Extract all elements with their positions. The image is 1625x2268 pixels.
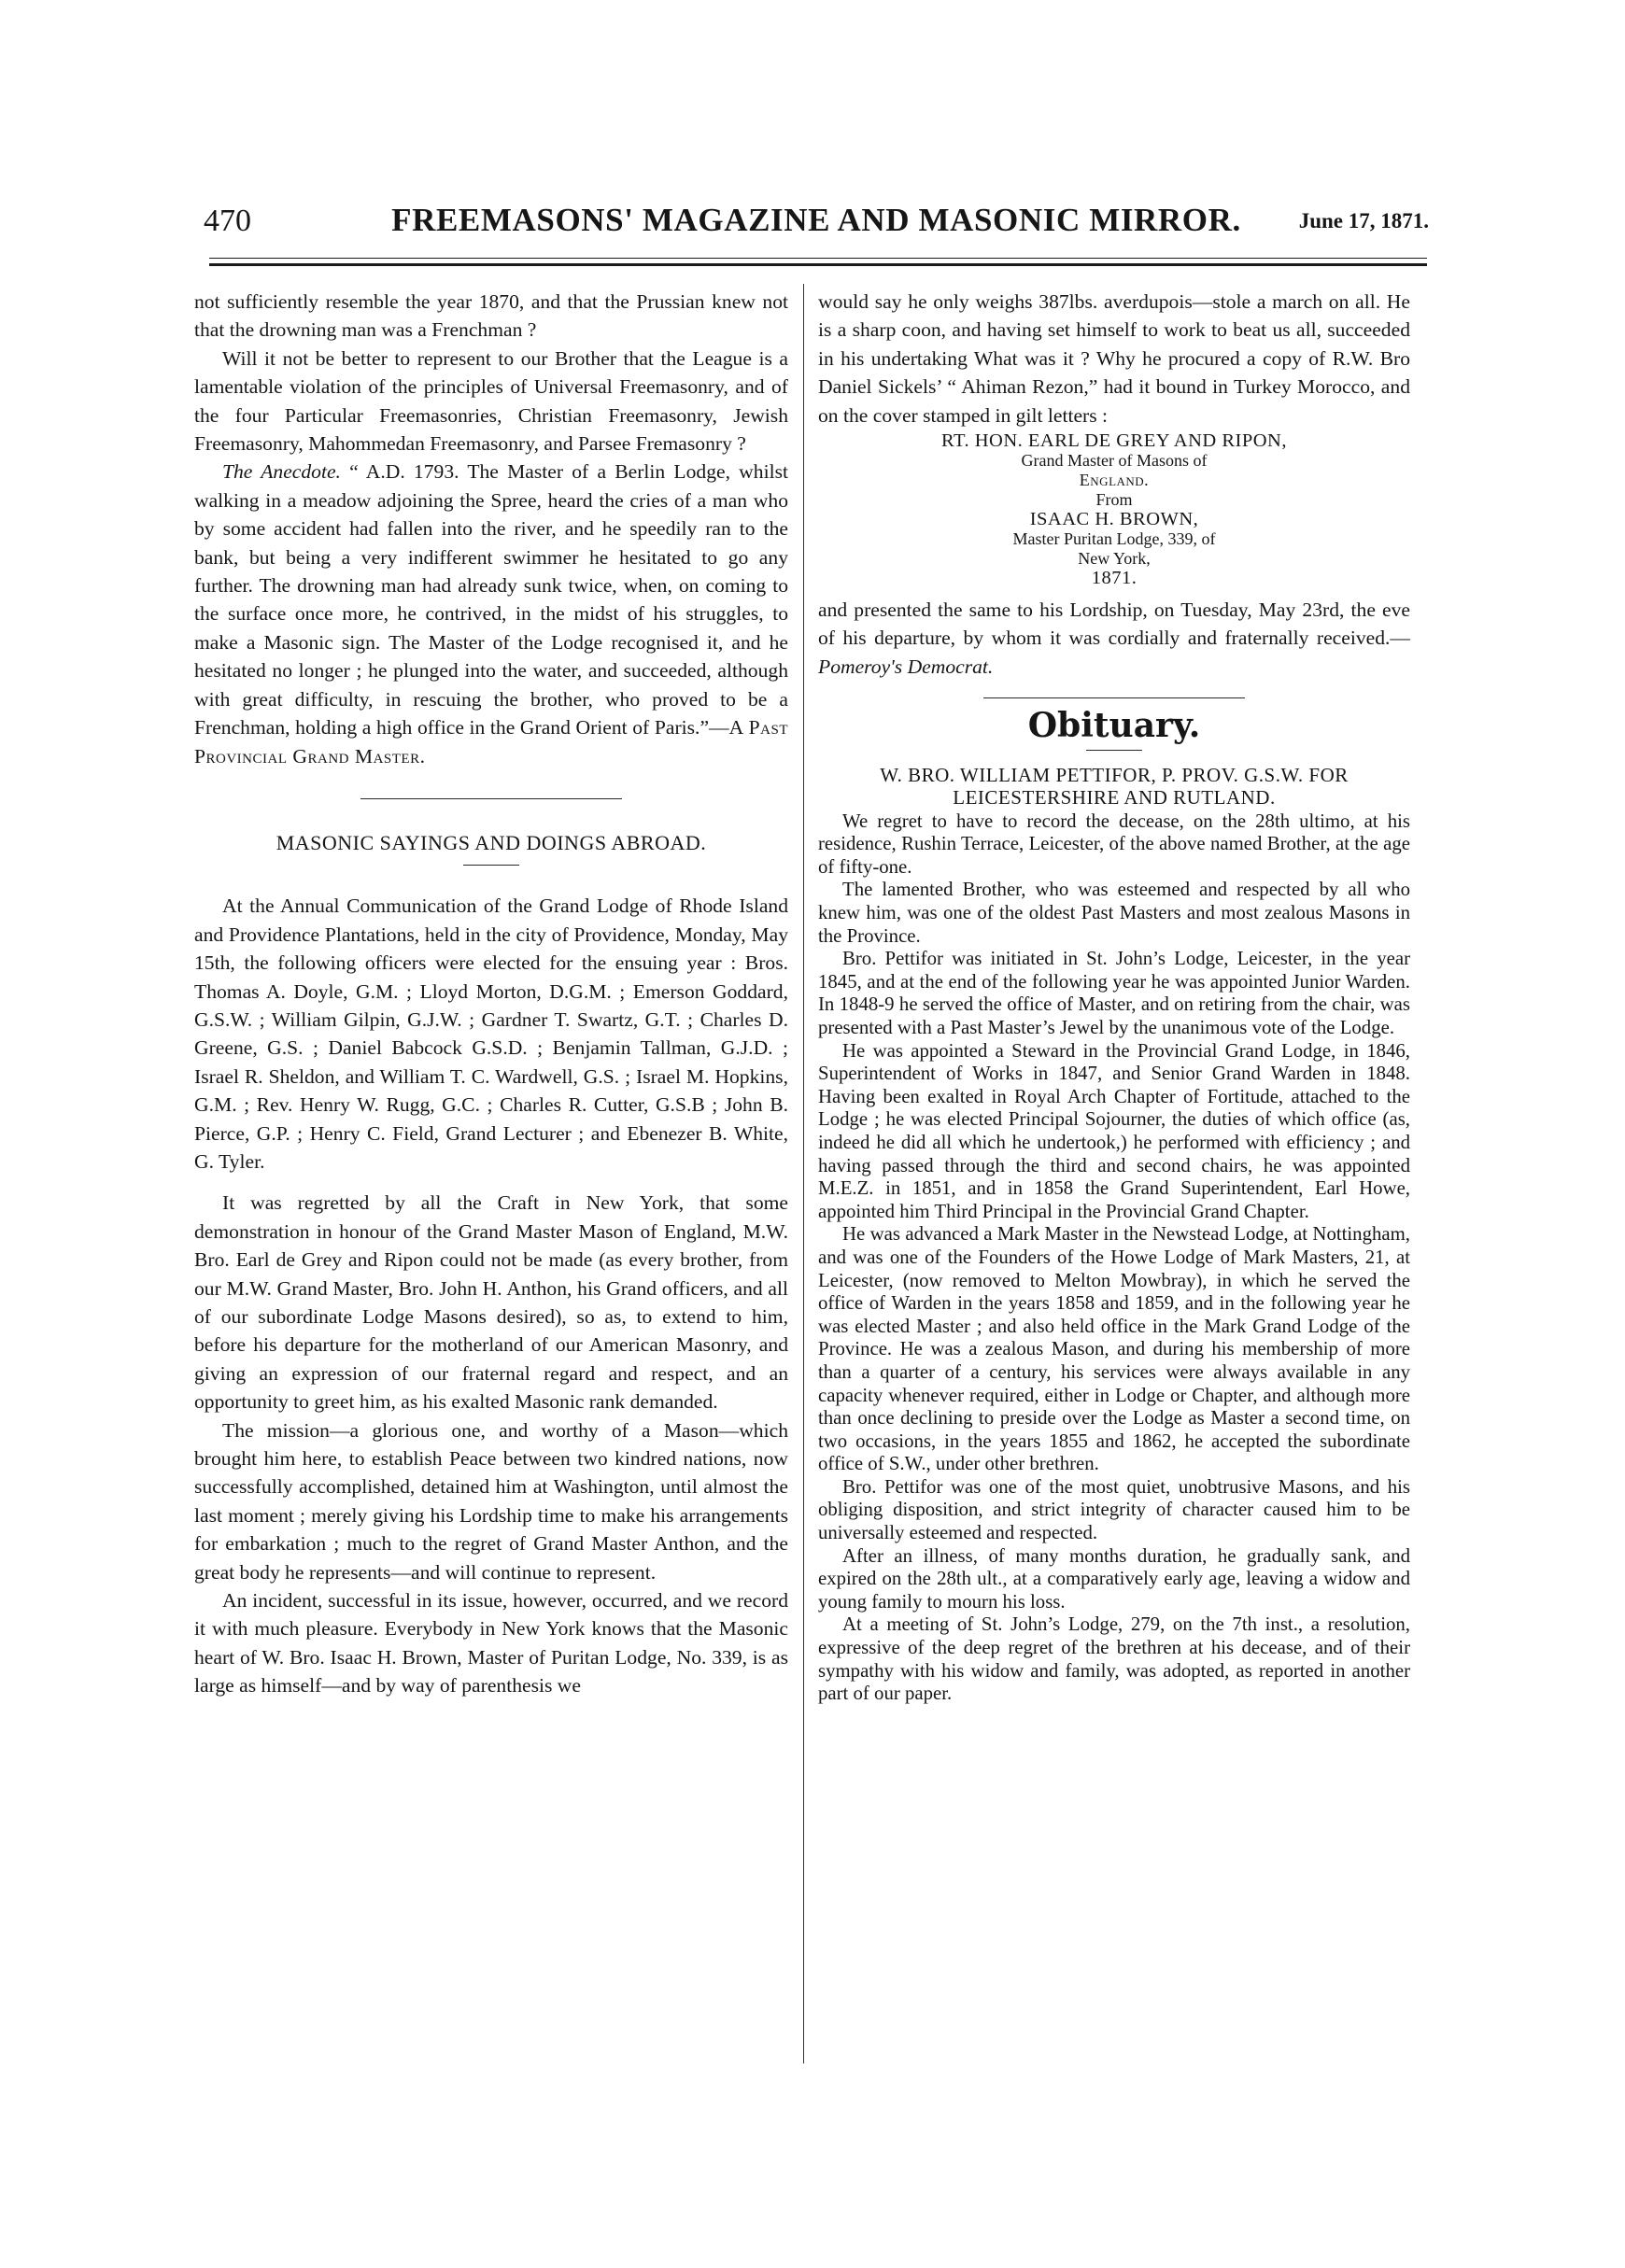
- dedication-line: 1871.: [1091, 568, 1138, 589]
- issue-date: June 17, 1871.: [1298, 209, 1429, 232]
- dedication-line: From: [1095, 490, 1133, 510]
- paragraph: It was regretted by all the Craft in New York, that some demonstration in honour of the Grand Master Mason of England, M.W. Bro. Earl de Grey and Ripon could not be made (as every brother, from our M.W. Grand Master, Bro. John H. Anthon, his Grand officers, and all of our subordinate Lodge Masons desired), so as, to extend to him, before his departure for the motherland of our American Masonry, and giving an expression of our fraternal regard and respect, and an opportunity to greet him, as his exalted Masonic rank demanded.: [194, 1191, 788, 1414]
- left-column: [194, 288, 788, 1700]
- right-column: [818, 288, 1410, 1706]
- column-divider: [803, 284, 804, 2064]
- running-title: FREEMASONS' MAGAZINE AND MASONIC MIRROR.: [391, 202, 1241, 238]
- paragraph: At a meeting of St. John’s Lodge, 279, on the 7th inst., a resolution, expressive of the deep regret of the brethren at his decease, and of their sympathy with his widow and family, was adopted, as reported in another part of our paper.: [818, 1613, 1410, 1705]
- paragraph: He was advanced a Mark Master in the Newstead Lodge, at Nottingham, and was one of the Founders of the Howe Lodge of Mark Masters, 21, at Leicester, (now removed to Melton Mowbray), in which he served the office of Warden in the years 1858 and 1859, and in the following year he was elected Master ; and also held office in the Mark Grand Lodge of the Province. He was a zealous Mason, and during his membership of more than a quarter of a century, his services were always available in any capacity whenever required, either in Lodge or Chapter, and although more than once declining to preside over the Lodge as Master a second time, on two occasions, in the years 1855 and 1862, he accepted the subordinate office of S.W., under other brethren.: [818, 1223, 1410, 1475]
- paragraph: The lamented Brother, who was esteemed and respected by all who knew him, was one of the oldest Past Masters and most zealous Masons in the Province.: [818, 879, 1410, 947]
- obituary-body: [818, 810, 1410, 1706]
- paragraph: He was appointed a Steward in the Provincial Grand Lodge, in 1846, Superintendent of Works in 1847, and Senior Grand Warden in 1848. Having been exalted in Royal Arch Chapter of Fortitude, attached to the Lodge ; he was elected Principal Sojourner, the duties of which office (as, indeed he did all which he undertook,) he performed with efficiency ; and having passed through the third and second chairs, he was appointed M.E.Z. in 1851, and in 1858 the Grand Superintendent, Earl Howe, appointed him Third Principal in the Provincial Grand Chapter.: [818, 1039, 1410, 1222]
- dedication-line: Grand Master of Masons of: [1021, 451, 1208, 471]
- obituary-title: Obituary.: [1027, 706, 1201, 746]
- section-divider: [360, 798, 622, 799]
- section-divider: [983, 697, 1245, 698]
- section-heading: MASONIC SAYINGS AND DOINGS ABROAD.: [276, 830, 707, 854]
- page-number: 470: [204, 204, 251, 238]
- obituary-name: W. BRO. WILLIAM PETTIFOR, P. PROV. G.S.W. FOR LEICESTERSHIRE AND RUTLAND.: [880, 763, 1349, 809]
- anecdote-signature: A Past Provincial Grand Master.: [194, 716, 789, 768]
- heading-underline: [463, 865, 519, 866]
- paragraph: After an illness, of many months duration, he gradually sank, and expired on the 28th ult., at a comparatively early age, leaving a widow and young family to mourn his loss.: [818, 1544, 1410, 1613]
- closing-source: Pomeroy's Democrat.: [818, 655, 994, 678]
- paragraph: not sufficiently resemble the year 1870, and that the Prussian knew not that the drowning man was a Frenchman ?: [194, 290, 788, 342]
- dedication-line: England.: [1079, 471, 1150, 490]
- dedication-line: New York,: [1078, 549, 1151, 569]
- dedication-line: Master Puritan Lodge, 339, of: [1012, 529, 1216, 549]
- page-header: [204, 204, 1429, 250]
- paragraph: [818, 596, 1410, 681]
- paragraph: The mission—a glorious one, and worthy of a Mason—which brought him here, to establish Peace between two kindred nations, now successfully accomplished, detained him at Washington, until almost the last moment ; merely giving his Lordship time to make his arrangements for embarkation ; much to the regret of Grand Master Anthon, and the great body he represents—and will continue to represent.: [194, 1418, 788, 1584]
- heading-underline: [1086, 750, 1142, 751]
- paragraph: would say he only weighs 387lbs. averdupois—stole a march on all. He is a sharp coon, and having set himself to work to beat us all, succeeded in his undertaking What was it ? Why he procured a copy of R.W. Bro Daniel Sickels’ “ Ahiman Rezon,” had it bound in Turkey Morocco, and on the cover stamped in gilt letters :: [818, 290, 1410, 427]
- dedication-line: ISAAC H. BROWN,: [1029, 509, 1199, 530]
- paragraph: Will it not be better to represent to our Brother that the League is a lamentable violation of the principles of Universal Freemasonry, and of the four Particular Freemasonries, Christian Freemasonry, Jewish Freemasonry, Mahommedan Freemasonry, and Parsee Fremasonry ?: [194, 346, 788, 456]
- paragraph: At the Annual Communication of the Grand Lodge of Rhode Island and Providence Plantations, held in the city of Providence, Monday, May 15th, the following officers were elected for the ensuing year : Bros. Thomas A. Doyle, G.M. ; Lloyd Morton, D.G.M. ; Emerson Goddard, G.S.W. ; William Gilpin, G.J.W. ; Gardner T. Swartz, G.T. ; Charles D. Greene, G.S. ; Daniel Babcock G.S.D. ; Benjamin Tallman, G.J.D. ; Israel R. Sheldon, and William T. C. Wardwell, G.S. ; Israel M. Hopkins, G.M. ; Rev. Henry W. Rugg, G.C. ; Charles R. Cutter, G.S.B ; John B. Pierce, G.P. ; Henry C. Field, Grand Lecturer ; and Ebenezer B. White, G. Tyler.: [194, 895, 788, 1173]
- anecdote-paragraph: [194, 458, 788, 769]
- paragraph: An incident, successful in its issue, however, occurred, and we record it with much pleasure. Everybody in New York knows that the Masonic heart of W. Bro. Isaac H. Brown, Master of Puritan Lodge, No. 339, is as large as himself—and by way of parenthesis we: [194, 1589, 788, 1697]
- header-rule-thin: [209, 258, 1427, 259]
- paragraph: Bro. Pettifor was one of the most quiet, unobtrusive Masons, and his obliging disposition, and strict integrity of character caused him to be universally esteemed and respected.: [818, 1475, 1410, 1544]
- anecdote-label: The Anecdote.: [222, 460, 341, 484]
- paragraph: Bro. Pettifor was initiated in St. John’s Lodge, Leicester, in the year 1845, and at the end of the following year he was appointed Junior Warden. In 1848-9 he served the office of Master, and on retiring from the chair, was presented with a Past Master’s Jewel by the unanimous vote of the Lodge.: [818, 948, 1410, 1038]
- anecdote-text: “ A.D. 1793. The Master of a Berlin Lodge, whilst walking in a meadow adjoining the Spree, heard the cries of a man who by some accident had fallen into the river, and he speedily ran to the bank, but being a very indifferent swimmer he hesitated to go any further. The drowning man had already sunk twice, when, on coming to the surface once more, he contrived, in the midst of his struggles, to make a Masonic sign. The Master of the Lodge recognised it, and he hesitated no longer ; he plunged into the water, and succeeded, although with great difficulty, in rescuing the brother, who proved to be a Frenchman, holding a high office in the Grand Orient of Paris.”—: [194, 460, 788, 740]
- dedication-line: RT. HON. EARL DE GREY AND RIPON,: [941, 430, 1287, 452]
- dedication-block: [818, 431, 1410, 588]
- header-rule-thick: [209, 263, 1427, 266]
- closing-text: and presented the same to his Lordship, on Tuesday, May 23rd, the eve of his departure, by whom it was cordially and fraternally received.—: [818, 599, 1410, 650]
- paragraph: We regret to have to record the decease, on the 28th ultimo, at his residence, Rushin Terrace, Leicester, of the above named Brother, at the age of fifty-one.: [818, 810, 1410, 878]
